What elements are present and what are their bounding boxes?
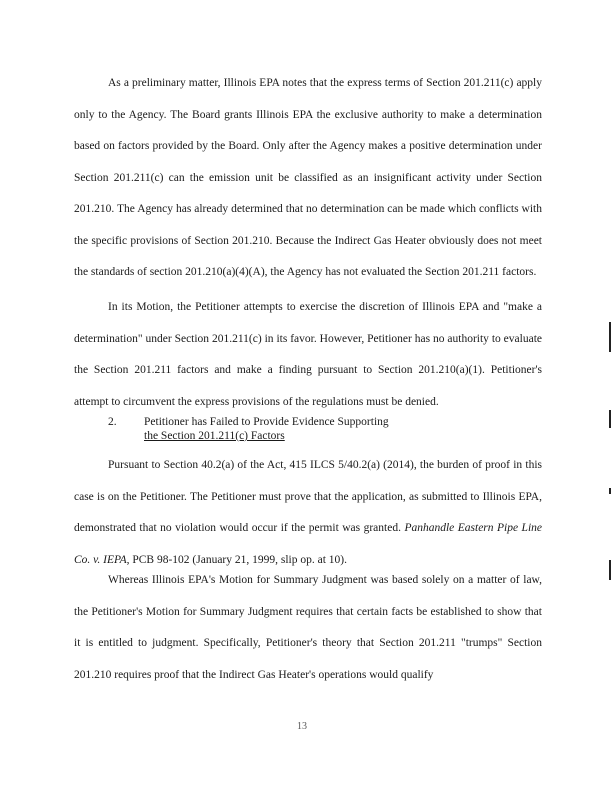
section-title (144, 415, 389, 443)
section-title-line2: the Section 201.211(c) Factors (144, 430, 285, 442)
section-title-line1: Petitioner has Failed to Provide Evidence Supporting (144, 416, 389, 428)
paragraph-preliminary-matter: As a preliminary matter, Illinois EPA notes that the express terms of Section 201.211(c) apply only to the Agency. The Board grants Illinois EPA the exclusive authority to make a determination based on factors provided by the Board. Only after the Agency makes a positive determination under Section 201.211(c) can the emission unit be classified as an insignificant activity under Section 201.210. The Agency has already determined that no determination can be made which conflicts with the specific provisions of Section 201.210. Because the Indirect Gas Heater obviously does not meet the standards of section 201.210(a)(4)(A), the Agency has not evaluated the Section 201.211 factors. (74, 77, 542, 278)
burden-text: Pursuant to Section 40.2(a) of the Act, 415 ILCS 5/40.2(a) (2014), the burden of proof in this case is on the Petitioner. The Petitioner must prove that the application, as submitted to Illinois EPA, demonstrated that no violation would occur if the permit was granted. (74, 459, 542, 534)
scan-edge-mark (609, 560, 611, 580)
paragraph-summary-judgment: Whereas Illinois EPA's Motion for Summary Judgment was based solely on a matter of law, the Petitioner's Motion for Summary Judgment requires that certain facts be established to show that it is entitled to judgment. Specifically, Petitioner's theory that Section 201.211 "trumps" Section 201.210 requires proof that the Indirect Gas Heater's operations would qualify (74, 574, 542, 681)
scan-edge-mark (609, 410, 611, 428)
section-number: 2. (108, 416, 117, 428)
scan-edge-mark (609, 488, 611, 494)
case-citation-detail: , PCB 98-102 (January 21, 1999, slip op. at 10). (126, 553, 347, 566)
page-number: 13 (297, 721, 307, 732)
paragraph-burden-of-proof (74, 450, 542, 576)
paragraph-petitioner-motion: In its Motion, the Petitioner attempts to exercise the discretion of Illinois EPA and "make a determination" under Section 201.211(c) in its favor. However, Petitioner has no authority to evaluate the Section 201.211 factors and make a finding pursuant to Section 201.210(a)(1). Petitioner's attempt to circumvent the express provisions of the regulations must be denied. (74, 301, 542, 408)
case-citation-name: Panhandle Eastern Pipe Line Co. v. IEPA (74, 522, 542, 566)
scan-edge-mark (609, 322, 611, 352)
